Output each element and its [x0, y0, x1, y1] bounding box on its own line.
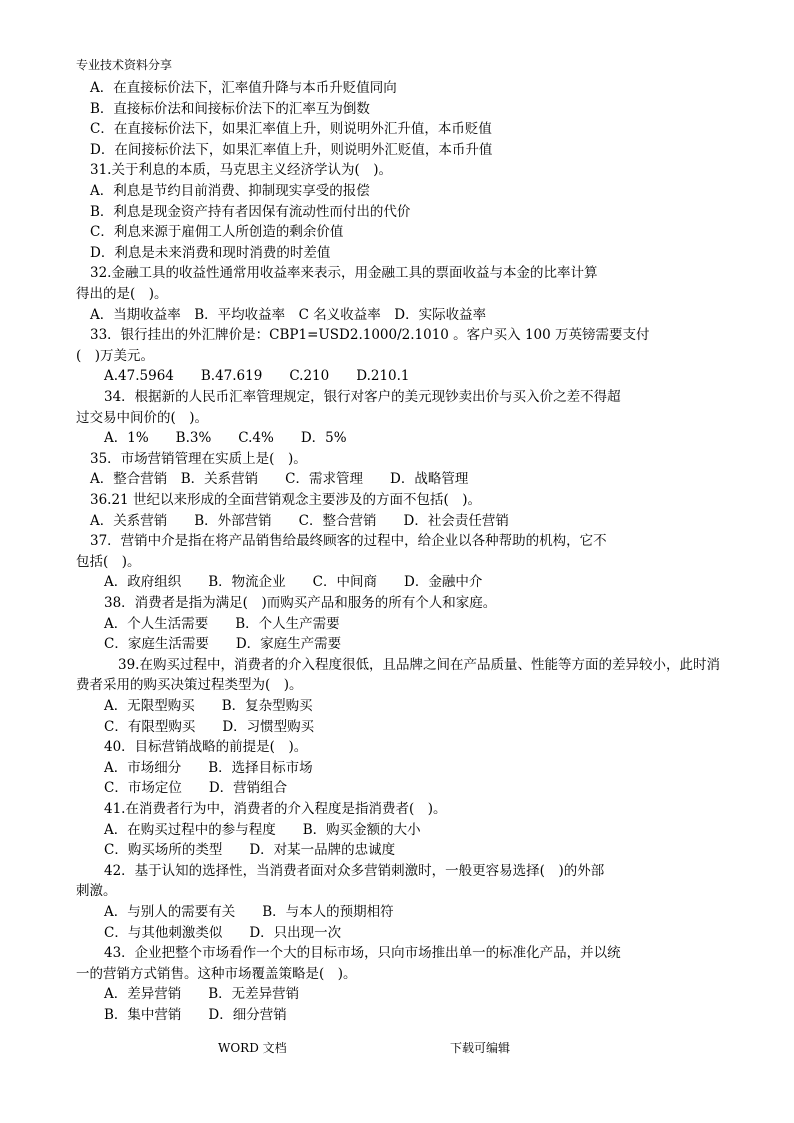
text-line: C．与其他刺激类似 D．只出现一次 — [104, 924, 342, 941]
text-line: A．关系营销 B．外部营销 C．整合营销 D．社会责任营销 — [90, 512, 509, 529]
text-line: D．在间接标价法下，如果汇率值上升，则说明外汇贬值，本币升值 — [90, 141, 493, 158]
text-line: A.47.5964 B.47.619 C.210 D.210.1 — [104, 368, 410, 385]
text-line: A．个人生活需要 B．个人生产需要 — [104, 615, 340, 632]
text-line: A．当期收益率 B．平均收益率 C 名义收益率 D．实际收益率 — [90, 306, 487, 323]
text-line: 39.在购买过程中，消费者的介入程度很低，且品牌之间在产品质量、性能等方面的差异较小，此时消 — [118, 656, 720, 673]
text-line: C．在直接标价法下，如果汇率值上升，则说明外汇升值，本币贬值 — [90, 121, 492, 138]
text-line: 得出的是( )。 — [76, 286, 168, 302]
text-line: A．差异营销 B．无差异营销 — [104, 986, 300, 1003]
text-line: 34．根据新的人民币汇率管理规定，银行对客户的美元现钞卖出价与买入价之差不得超 — [104, 389, 621, 405]
footer-left-label: WORD 文档 — [218, 1041, 287, 1055]
text-line: A．无限型购买 B．复杂型购买 — [104, 698, 313, 714]
page-header: 专业技术资料分享 — [76, 58, 173, 72]
text-line: A．在购买过程中的参与程度 B．购买金额的大小 — [104, 821, 421, 838]
text-line: C．购买场所的类型 D．对某一品牌的忠诚度 — [104, 842, 396, 859]
text-line: 37．营销中介是指在将产品销售给最终顾客的过程中，给企业以各种帮助的机构，它不 — [90, 533, 607, 550]
text-line: A．与别人的需要有关 B．与本人的预期相符 — [104, 904, 394, 920]
text-line: 35．市场营销管理在实质上是( )。 — [90, 450, 307, 467]
text-line: 31.关于利息的本质，马克思主义经济学认为( )。 — [90, 162, 393, 179]
text-line: A．政府组织 B．物流企业 C．中间商 D．金融中介 — [104, 574, 483, 591]
text-line: 36.21 世纪以来形成的全面营销观念主要涉及的方面不包括( )。 — [90, 492, 481, 508]
text-line: D．利息是未来消费和现时消费的时差值 — [90, 244, 331, 261]
text-line: C．利息来源于雇佣工人所创造的剩余价值 — [90, 224, 344, 241]
text-line: 一的营销方式销售。这种市场覆盖策略是( )。 — [76, 965, 357, 982]
text-line: ( )万美元。 — [76, 347, 155, 364]
text-line: 42．基于认知的选择性，当消费者面对众多营销刺激时，一般更容易选择( )的外部 — [104, 862, 605, 879]
footer-right-label: 下载可编辑 — [450, 1041, 511, 1055]
text-line: 43．企业把整个市场看作一个大的目标市场，只向市场推出单一的标准化产品，并以统 — [104, 945, 621, 962]
text-line: 过交易中间价的( )。 — [76, 409, 209, 426]
text-line: 包括( )。 — [76, 553, 141, 570]
text-line: B．利息是现金资产持有者因保有流动性而付出的代价 — [90, 203, 411, 220]
text-line: 刺激。 — [76, 883, 117, 900]
text-line: C．市场定位 D．营销组合 — [104, 780, 288, 797]
text-line: A．利息是节约目前消费、抑制现实享受的报偿 — [90, 183, 370, 199]
text-line: B．集中营销 D．细分营销 — [104, 1007, 287, 1023]
text-line: 38．消费者是指为满足( )而购买产品和服务的所有个人和家庭。 — [104, 595, 497, 611]
text-line: 41.在消费者行为中，消费者的介入程度是指消费者( )。 — [104, 801, 447, 817]
text-line: 40．目标营销战略的前提是( )。 — [104, 739, 308, 756]
text-line: C．有限型购买 D．习惯型购买 — [104, 718, 315, 735]
text-line: 费者采用的购买决策过程类型为( )。 — [76, 677, 303, 694]
text-line: 32.金融工具的收益性通常用收益率来表示，用金融工具的票面收益与本金的比率计算 — [90, 265, 598, 282]
text-line: B．直接标价法和间接标价法下的汇率互为倒数 — [90, 100, 370, 117]
text-line: A．在直接标价法下，汇率值升降与本币升贬值同向 — [90, 80, 397, 96]
text-line: 33．银行挂出的外汇牌价是：CBP1=USD2.1000/2.1010 。客户买入 100 万英镑需要支付 — [90, 327, 650, 344]
text-line: A．整合营销 B．关系营销 C．需求管理 D．战略管理 — [90, 471, 469, 488]
text-line: C．家庭生活需要 D．家庭生产需要 — [104, 636, 342, 653]
text-line: A．1% B.3% C.4% D．5% — [104, 430, 347, 447]
text-line: A．市场细分 B．选择目标市场 — [104, 759, 313, 776]
